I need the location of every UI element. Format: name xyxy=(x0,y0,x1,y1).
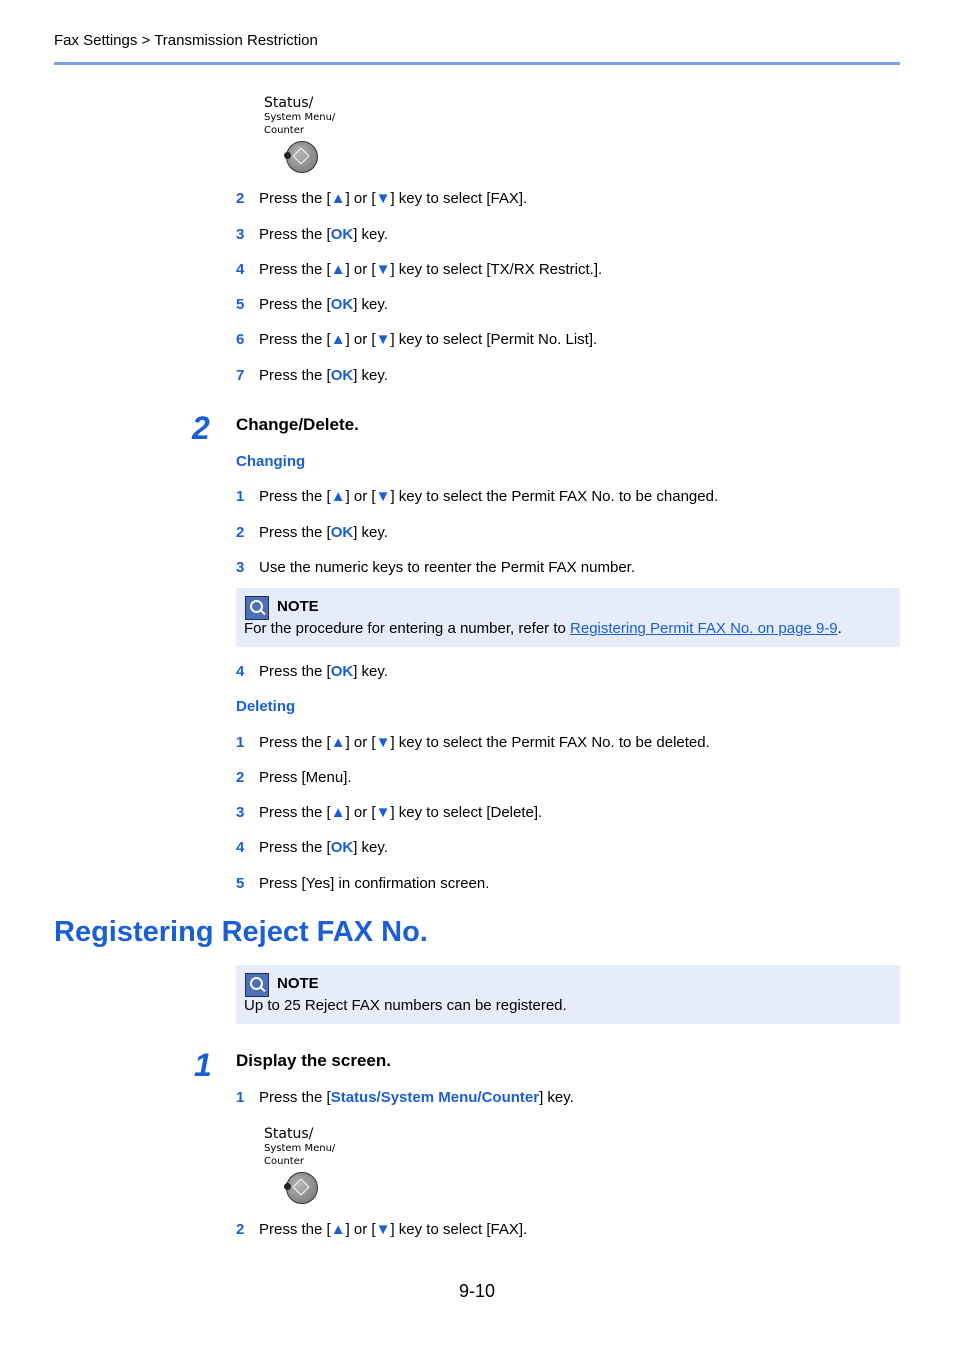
ok-key-label: OK xyxy=(330,296,354,313)
ok-key-label: OK xyxy=(330,839,354,856)
down-arrow-icon: ▼ xyxy=(375,190,391,207)
major-step-number: 2 xyxy=(192,410,210,446)
note-title: NOTE xyxy=(277,975,319,992)
section-title: Registering Reject FAX No. xyxy=(54,916,428,948)
major-step-title: Display the screen. xyxy=(236,1051,391,1070)
up-arrow-icon: ▲ xyxy=(330,190,346,207)
note-magnifier-icon xyxy=(245,973,269,997)
down-arrow-icon: ▼ xyxy=(375,331,391,348)
down-arrow-icon: ▼ xyxy=(375,261,391,278)
led-icon xyxy=(284,1183,291,1190)
ok-key-label: OK xyxy=(330,524,354,541)
note-body: Up to 25 Reject FAX numbers can be registered. xyxy=(244,997,567,1014)
ok-key-label: OK xyxy=(330,367,354,384)
registering-permit-fax-link[interactable]: Registering Permit FAX No. on page 9-9 xyxy=(570,620,838,637)
up-arrow-icon: ▲ xyxy=(330,1221,346,1238)
status-system-menu-key-image xyxy=(264,1126,364,1216)
down-arrow-icon: ▼ xyxy=(375,804,391,821)
note-title: NOTE xyxy=(277,598,319,615)
ok-key-label: OK xyxy=(330,663,354,680)
key-label-line2: System Menu/ xyxy=(264,112,336,123)
note-box xyxy=(236,965,900,1024)
header-rule xyxy=(54,62,900,65)
status-system-menu-key-image xyxy=(264,95,364,185)
breadcrumb: Fax Settings > Transmission Restriction xyxy=(54,32,318,49)
note-magnifier-icon xyxy=(245,596,269,620)
up-arrow-icon: ▲ xyxy=(330,804,346,821)
key-label-line1: Status/ xyxy=(264,95,314,111)
led-icon xyxy=(284,152,291,159)
down-arrow-icon: ▼ xyxy=(375,734,391,751)
up-arrow-icon: ▲ xyxy=(330,261,346,278)
up-arrow-icon: ▲ xyxy=(330,734,346,751)
key-label-line1: Status/ xyxy=(264,1126,314,1142)
deleting-heading: Deleting xyxy=(236,698,296,715)
up-arrow-icon: ▲ xyxy=(330,488,346,505)
up-arrow-icon: ▲ xyxy=(330,331,346,348)
note-body: For the procedure for entering a number, refer to Registering Permit FAX No. on page 9-9. xyxy=(244,620,842,637)
key-label-line3: Counter xyxy=(264,125,304,136)
key-label-line3: Counter xyxy=(264,1156,304,1167)
major-step-number: 1 xyxy=(194,1047,212,1083)
page-number: 9-10 xyxy=(458,1281,496,1301)
note-box xyxy=(236,588,900,647)
down-arrow-icon: ▼ xyxy=(375,488,391,505)
ok-key-label: OK xyxy=(330,226,354,243)
major-step-title: Change/Delete. xyxy=(236,415,359,434)
key-label-line2: System Menu/ xyxy=(264,1143,336,1154)
changing-heading: Changing xyxy=(236,453,306,470)
down-arrow-icon: ▼ xyxy=(375,1221,391,1238)
status-key-label: Status/System Menu/Counter xyxy=(330,1089,540,1106)
